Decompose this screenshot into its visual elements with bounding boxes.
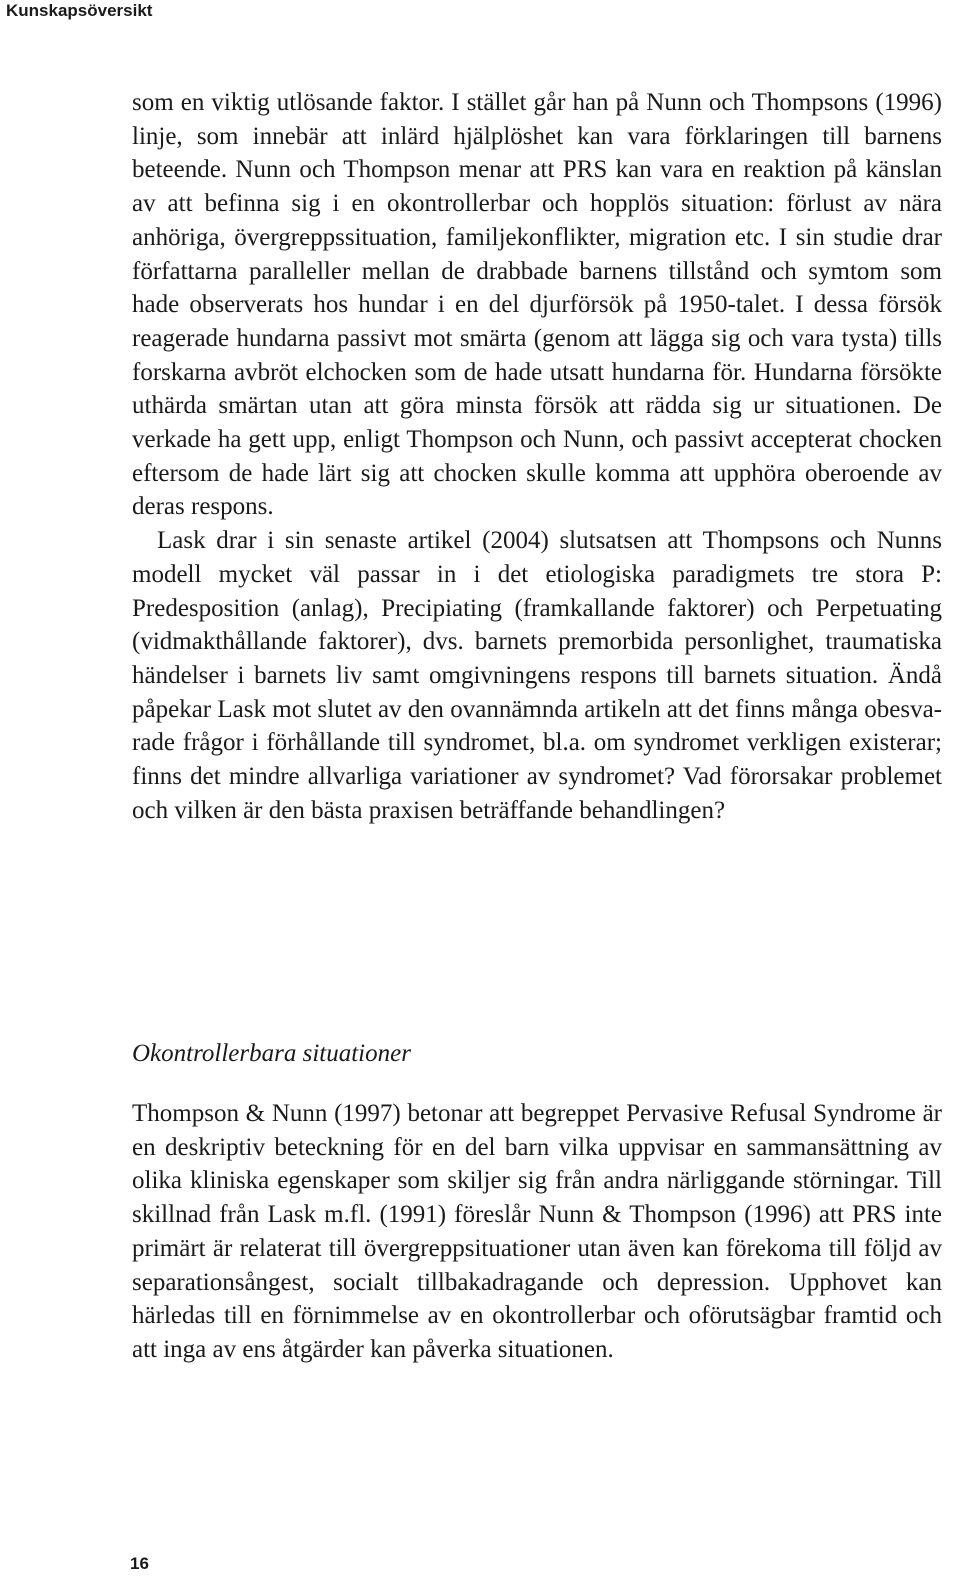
body-text-block [132,1097,942,1367]
section-heading: Okontrollerbara situationer [132,1040,411,1067]
paragraph: Thompson & Nunn (1997) betonar att begreppet Pervasive Refusal Syndrome är en deskriptiv beteckning för en del barn vilka uppvisar en sammansättning av olika kliniska egenskaper som skiljer sig från andra närliggande störningar. Till skillnad från Lask m.fl. (1991) föreslår Nunn & Thompson (1996) att PRS inte primärt är relaterat till övergreppsituationer utan även kan förekoma till följd av separationsångest, socialt tillbakadragande och depression. Upphovet kan härledas till en förnimmelse av en okontrollerbar och oförutsägbar framtid och att inga av ens åtgärder kan påverka situationen. [132,1100,942,1363]
page-number: 16 [130,1554,149,1573]
body-text-block [132,86,942,827]
running-header: Kunskapsöversikt [0,0,158,22]
paragraph: som en viktig utlösande faktor. I stället går han på Nunn och Thompsons (1996) linje, som innebär att inlärd hjälplöshet kan vara förklaringen till barnens beteende. Nunn och Thompson menar att PRS kan vara en reaktion på känslan av att befinna sig i en okontrollerbar och hopplös situation: förlust av nära anhöriga, övergreppssituation, familjekonflikter, migration etc. I sin studie drar författarna paralleller mellan de drabbade barnens tillstånd och symtom som hade observerats hos hundar i en del djurförsök på 1950-talet. I dessa försök reagerade hundarna passivt mot smärta (genom att lägga sig och vara tysta) tills forskarna avbröt elchocken som de hade utsatt hundarna för. Hundarna försökte uthärda smärtan utan att göra minsta försök att rädda sig ur situationen. De verkade ha gett upp, enligt Thompson och Nunn, och passivt accepterat chocken eftersom de hade lärt sig att chocken skulle komma att upphöra oberoende av deras respons. [132,89,942,521]
paragraph: Lask drar i sin senaste artikel (2004) slutsatsen att Thompsons och Nunns modell mycket väl passar in i det etiologiska paradigmets tre stora P: Predesposition (anlag), Precipiating (framkallande faktorer) och Perpetuating (vidmakthållande faktorer), dvs. barnets premorbida personlighet, traumatiska händelser i barnets liv samt omgivningens respons till barnets situation. Ändå påpekar Lask mot slutet av den ovannämnda artikeln att det finns många obesvarade frågor i förhållande till syndromet, bl.a. om syndromet verkligen existerar; finns det mindre allvarliga variationer av syndromet? Vad förorsakar problemet och vilken är den bästa praxisen beträffande behandlingen? [132,527,942,824]
